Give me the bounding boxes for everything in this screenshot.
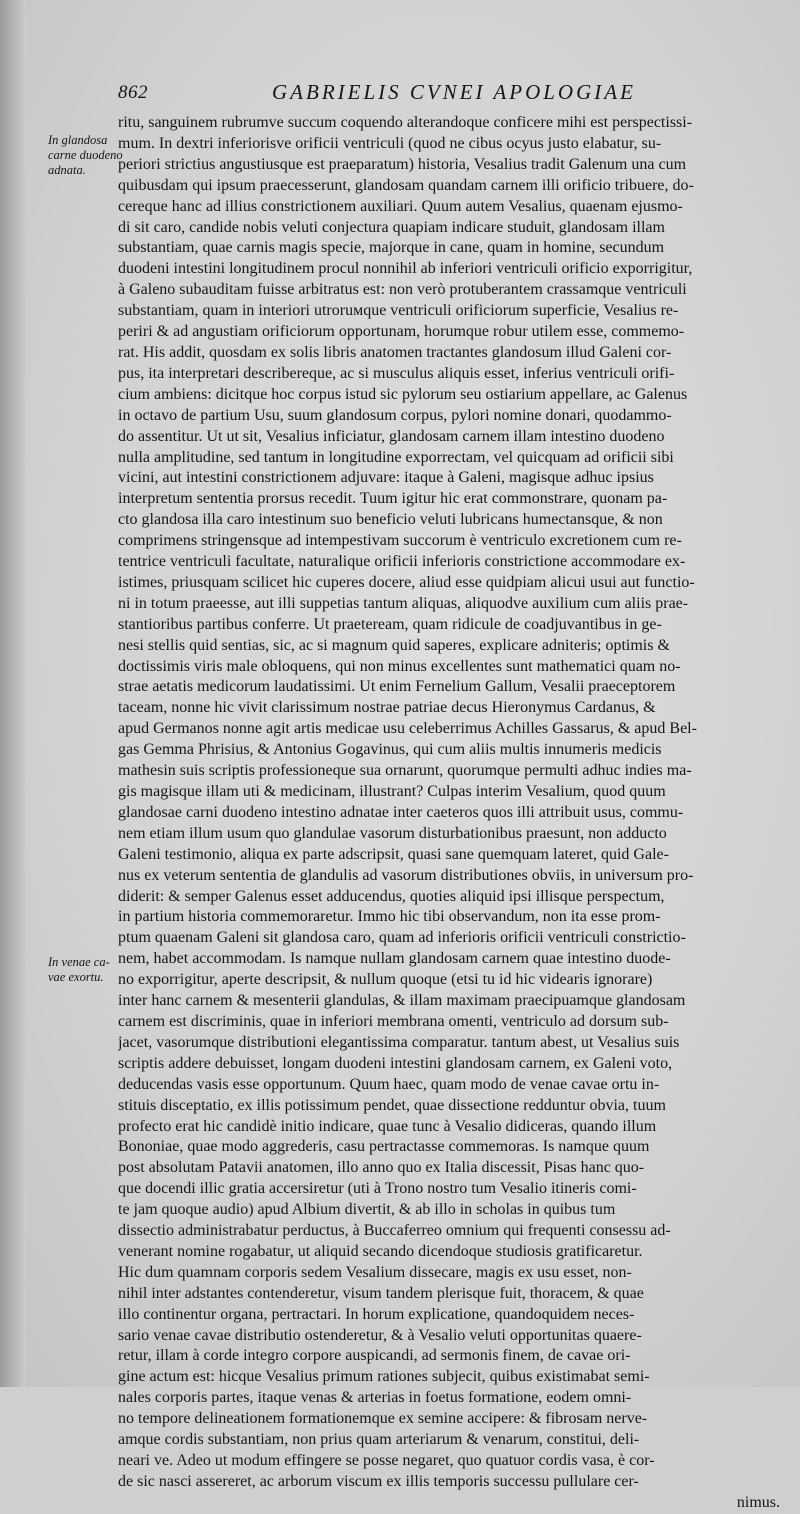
page-number: 862 [118, 82, 148, 103]
text-line: nem etiam illum usum quo glandulae vasorum disturbationibus praesunt, non adducto [118, 824, 667, 842]
margin-note-line: In venae ca- [48, 955, 110, 969]
text-line: istimes, priusquam scilicet hic cuperes docere, aliud esse quidpiam alicui usui aut functio- [118, 573, 695, 591]
text-line: ritu, sanguinem rubrumve succum coquendo alterandoque conficere mihi est perspectissi- [118, 114, 693, 131]
text-line: gis magisque illam uti & medicinam, illustrant? Culpas interim Vesalium, quod quum [118, 783, 666, 800]
text-line: nimus. [736, 1493, 780, 1511]
text-line: scriptis addere debuisset, longam duodeni intestini glandosam carnem, ex Galeni voto, [118, 1054, 673, 1072]
text-line: pus, ita interpretari describereque, ac si musculus aliquis esset, inferius ventriculi orifi- [118, 364, 675, 382]
text-line: stantioribus partibus conferre. Ut praeteream, quam ridicule de coadjuvantibus in ge- [118, 615, 662, 633]
text-line: te jam quoque audio) apud Albium divertit, & ab illo in scholas in quibus tum [118, 1201, 616, 1219]
text-line: nulla amplitudine, sed tantum in longitudine exporrectam, vel quicquam ad orificii sibi [118, 448, 674, 466]
text-line: tentrice ventriculi facultate, naturalique orificii inferioris constrictione accommodare ex- [118, 553, 686, 571]
text-line: de sic nasci assereret, ac arborum viscum ex illis temporis successu pullulare cer- [118, 1472, 639, 1490]
text-line: post absolutam Patavii anatomen, illo anno quo ex Italia discessit, Pisas hanc quo- [118, 1159, 645, 1177]
text-line: comprimens stringensque ad intempestivam succorum è ventriculo excretionem cum re- [118, 532, 682, 550]
text-line: venerant nomine rogabatur, ut aliquid secando dicendoque studiosis gratificaretur. [118, 1242, 643, 1260]
text-line: duodeni intestini longitudinem procul nonnihil ab inferiori ventriculi orificio exporrigitur, [118, 260, 693, 278]
margin-note-line: adnata. [48, 163, 86, 177]
text-line: nales corporis partes, itaque venas & arterias in foetus formatione, eodem omni- [118, 1389, 632, 1407]
text-line: sario venae cavae distributio ostenderetur, & à Vesalio veluti opportunitas quaere- [118, 1326, 642, 1344]
text-line: substantiam, quam in interiori utroruмque ventriculi orificiorum superficie, Vesalius re- [118, 302, 679, 320]
margin-note-line: In glandosa [48, 133, 108, 147]
text-line: no exporrigitur, aperte descripsit, & nullum quoque (etsi tu id hic videaris ignorare) [118, 971, 653, 989]
binding-gutter-shadow [0, 0, 26, 1387]
text-line: periori strictius angustiusque est praeparatum) historia, Vesalius tradit Galenum una cum [118, 155, 687, 173]
text-line: no tempore delineationem formationemque ex semine accipere: & fibrosam nerve- [118, 1410, 648, 1428]
text-line: gine actum est: hicque Vesalius primum rationes subjecit, quibus existimabat semi- [118, 1368, 650, 1386]
text-line: à Galeno subauditam fuisse arbitratus est: non verò protuberantem crassamque ventriculi [118, 281, 687, 299]
body-text [118, 113, 788, 1514]
text-line: periri & ad angustiam orificiorum opportunam, horumque robur utilem esse, commemo- [118, 323, 685, 341]
text-line: doctissimis viris male obloquens, qui non minus excellentes sunt mathematici quam no- [118, 657, 681, 675]
text-line: Hic dum quamnam corporis sedem Vesalium dissecare, magis ex usu esset, non- [118, 1263, 632, 1281]
text-line: amque cordis substantiam, non prius quam arteriarum & venarum, constitui, deli- [118, 1431, 640, 1449]
text-line: cereque hanc ad illius constrictionem auxiliari. Quum autem Vesalius, quaenam ejusmo- [118, 197, 683, 215]
text-line: Galeni testimonio, aliqua ex parte adscripsit, quasi sane quemquam lateret, quid Gale- [118, 845, 669, 863]
margin-note-glandosa [48, 133, 123, 178]
text-line: quibusdam qui ipsum praecesserunt, glandosam quandam carnem illi orificio tribuere, do- [118, 176, 694, 194]
text-line: rat. His addit, quosdam ex solis libris anatomen tractantes glandosum illud Galeni cor- [118, 343, 672, 361]
margin-note-line: vae exortu. [48, 970, 104, 984]
text-line: diderit: & semper Galenus esset adducendus, quoties aliquid ipsi illisque perspectum, [118, 887, 665, 905]
text-line: deducendas vasis esse opportunum. Quum haec, quam modo de venae cavae ortu in- [118, 1075, 660, 1093]
text-line: nem, habet accommodam. Is namque nullam glandosam carnem quae intestino duode- [118, 950, 671, 968]
text-line: dissectio administrabatur perductus, à Buccaferreo omnium qui frequenti consessu ad- [118, 1222, 671, 1240]
text-line: taceam, nonne hic vivit clarissimum nostrae patriae decus Hieronymus Cardanus, & [118, 699, 656, 717]
text-line: ni in totum praeesse, aut illi suppetias tantum aliquas, aliquodve auxilium cum aliis prae- [118, 594, 689, 612]
margin-note-line: carne duodeno [48, 148, 123, 162]
text-line: in partium historia commemoraretur. Immo hic tibi observandum, non ita esse prom- [118, 908, 661, 926]
text-line: substantiam, quae carnis magis specie, majorque in cane, quam in homine, secundum [118, 239, 665, 257]
text-line: vicini, aut intestini constrictionem adjuvare: itaque à Galeni, magisque adhuc ipsius [118, 469, 654, 487]
text-line: nus ex veterum sententia de glandulis ad vasorum distributiones obviis, in universum pro- [118, 866, 694, 884]
text-line: jacet, vasorumque distributioni elegantissima comparatur. tantum abest, ut Vesalius suis [118, 1033, 680, 1051]
text-line: cto glandosa illa caro intestinum suo beneficio veluti lubricans humectansque, & non [118, 511, 663, 529]
margin-note-venae-cavae [48, 955, 110, 985]
text-line: retur, illam à corde integro corpore auspicandi, ad sermonis finem, de cavae ori- [118, 1347, 631, 1365]
text-line: in octavo de partium Usu, suum glandosum corpus, pylori nomine donari, quodammo- [118, 406, 672, 424]
text-line: gas Gemma Phrisius, & Antonius Gogavinus, qui cum aliis multis innumeris medicis [118, 741, 662, 759]
text-line: neari ve. Adeo ut modum effingere se posse negaret, quo quatuor cordis vasa, è cor- [118, 1452, 655, 1469]
text-line: do assentitur. Ut ut sit, Vesalius inficiatur, glandosam carnem illam intestino duodeno [118, 427, 665, 445]
text-line: nesi stellis quid sentias, sic, ac si magnum quid saperes, explicare adniteris; optimis & [118, 636, 670, 654]
text-line: interpretum sententia prorsus recedit. Tuum igitur hic erat commonstrare, quonam pa- [118, 490, 668, 508]
text-line: nihil inter adstantes contenderetur, visum tandem plerisque fuit, thoracem, & quae [118, 1284, 644, 1302]
text-line: di sit caro, candide nobis veluti conjectura quapiam indicare studuit, glandosam illam [118, 218, 665, 236]
text-line: que docendi illic gratia accersiretur (uti à Trono nostro tum Vesalio itineris comi- [118, 1180, 637, 1198]
text-line: strae aetatis medicorum laudatissimi. Ut enim Fernelium Gallum, Vesalii praeceptorem [118, 678, 676, 696]
text-line: cium ambiens: dicitque hoc corpus istud sic pylorum seu ostiarium appellare, ac Galenus [118, 385, 688, 403]
text-line: Bononiae, quae modo aggrederis, casu pertractasse commemoras. Is namque quum [118, 1138, 650, 1156]
text-line: stituis disceptatio, ex illis potissimum pendet, quae dissectione redduntur obvia, tuum [118, 1096, 666, 1114]
text-line: mum. In dextri inferiorisve orificii ventriculi (quod ne cibus ocyus justo elabatur, su- [118, 134, 662, 152]
running-title: GABRIELIS CVNEI APOLOGIAE [272, 80, 636, 104]
text-line: illo continentur organa, pertractari. In horum explicatione, quandoquidem neces- [118, 1305, 635, 1323]
text-line: carnem est discriminis, quae in inferiori membrana omenti, ventriculo ad dorsum sub- [118, 1012, 669, 1030]
text-line: inter hanc carnem & mesenterii glandulas, & illam maximam praecipuamque glandosam [118, 992, 686, 1010]
text-line: ptum quaenam Galeni sit glandosa caro, quam ad inferioris orificii ventriculi constrictio- [118, 929, 686, 947]
text-line: mathesin suis scriptis professioneque sua ornarunt, quorumque permulti adhuc indies ma- [118, 762, 692, 780]
text-line: glandosae carni duodeno intestino adnatae inter caeteros quos illi attribuit usus, commu- [118, 803, 684, 821]
text-line: apud Germanos nonne agit artis medicae usu celeberrimus Achilles Gassarus, & apud Bel- [118, 720, 697, 738]
text-line: profecto erat hic candidè initio indicare, quae tunc à Vesalio didiceras, quando illum [118, 1117, 657, 1135]
